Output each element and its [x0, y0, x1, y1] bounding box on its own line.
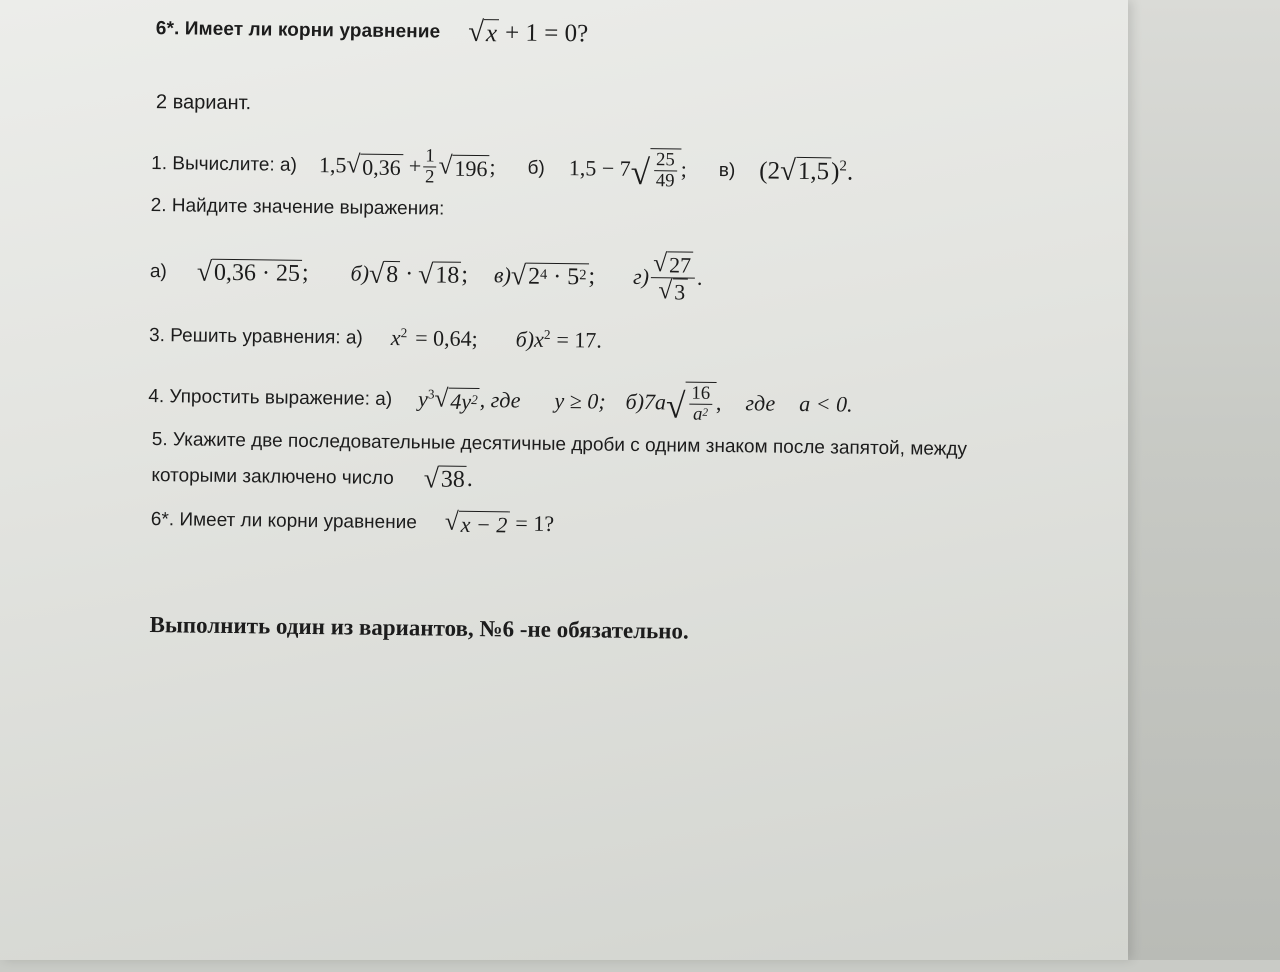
- sqrt-x: √ x: [468, 18, 499, 47]
- task4: [148, 368, 853, 433]
- task1-label: 1. Вычислите: а): [151, 152, 298, 176]
- task1-b-expression: 1,5 − 7 √ $\frac{25}{49}$ ;: [568, 149, 687, 193]
- task2-a-label: а): [149, 260, 167, 282]
- task5-line1: 5. Укажите две последовательные десятичные дроби с одним знаком после запятой, между: [151, 429, 968, 461]
- task4-b-expression: б) 7a √ $\frac{16}{a^2}$ , где a < 0.: [625, 382, 853, 426]
- task2-items: [149, 248, 703, 305]
- task2-c-label: в): [493, 262, 512, 288]
- variant-heading: 2 вариант.: [155, 91, 252, 115]
- task1-a-expression: 1,5 √ 0,36 + $\frac{1}{2}$ √ 196 ;: [318, 145, 496, 187]
- task1-c-expression: (2 √ 1,5 ) $^2$ .: [759, 154, 854, 187]
- task4-a-expression: y $^3$ √ $4y^2$ , где y ≥ 0;: [417, 384, 606, 414]
- task1-c-label: в): [718, 159, 736, 181]
- task2-b-label: б): [350, 260, 370, 286]
- task3-label: 3. Решить уравнения: а): [149, 324, 363, 349]
- task2-a-expression: √ 0,36 · 25 ;: [196, 255, 309, 287]
- task3-b-expression: б) x $^2$ = 17.: [515, 326, 603, 353]
- variant1-task6: [156, 14, 589, 48]
- task2-d-label: г): [632, 263, 650, 290]
- task6-top-label: 6*. Имеет ли корни уравнение: [155, 17, 441, 43]
- task6-top-equation: √ x + 1 = 0?: [468, 15, 589, 49]
- task2-heading: [151, 196, 445, 219]
- task2-d-expression: √ 27 √ 3 .: [649, 251, 703, 303]
- task3-a-expression: x $^2$ = 0,64;: [390, 324, 478, 352]
- task2-c-expression: √ $2^4 \cdot 5^2$ ;: [510, 259, 596, 291]
- task5-expression: √ 38 .: [423, 462, 474, 494]
- task6: 6*. Имеет ли корни уравнение √ x − 2 = 1?: [150, 507, 555, 537]
- task2-label: 2. Найдите значение выражения:: [150, 195, 445, 220]
- task6-expression: √ x − 2 = 1?: [444, 507, 555, 537]
- task5-line2: которыми заключено число √ 38 .: [151, 462, 474, 494]
- task1-b-label: б): [527, 157, 545, 179]
- task2-b-expression: √ 8 · √ 18 ;: [368, 257, 469, 290]
- task4-label: 4. Упростить выражение: а): [148, 385, 393, 410]
- instruction-note: Выполнить один из вариантов, №6 -не обязательно.: [149, 612, 689, 644]
- task1: [151, 138, 854, 197]
- task3: [149, 318, 602, 358]
